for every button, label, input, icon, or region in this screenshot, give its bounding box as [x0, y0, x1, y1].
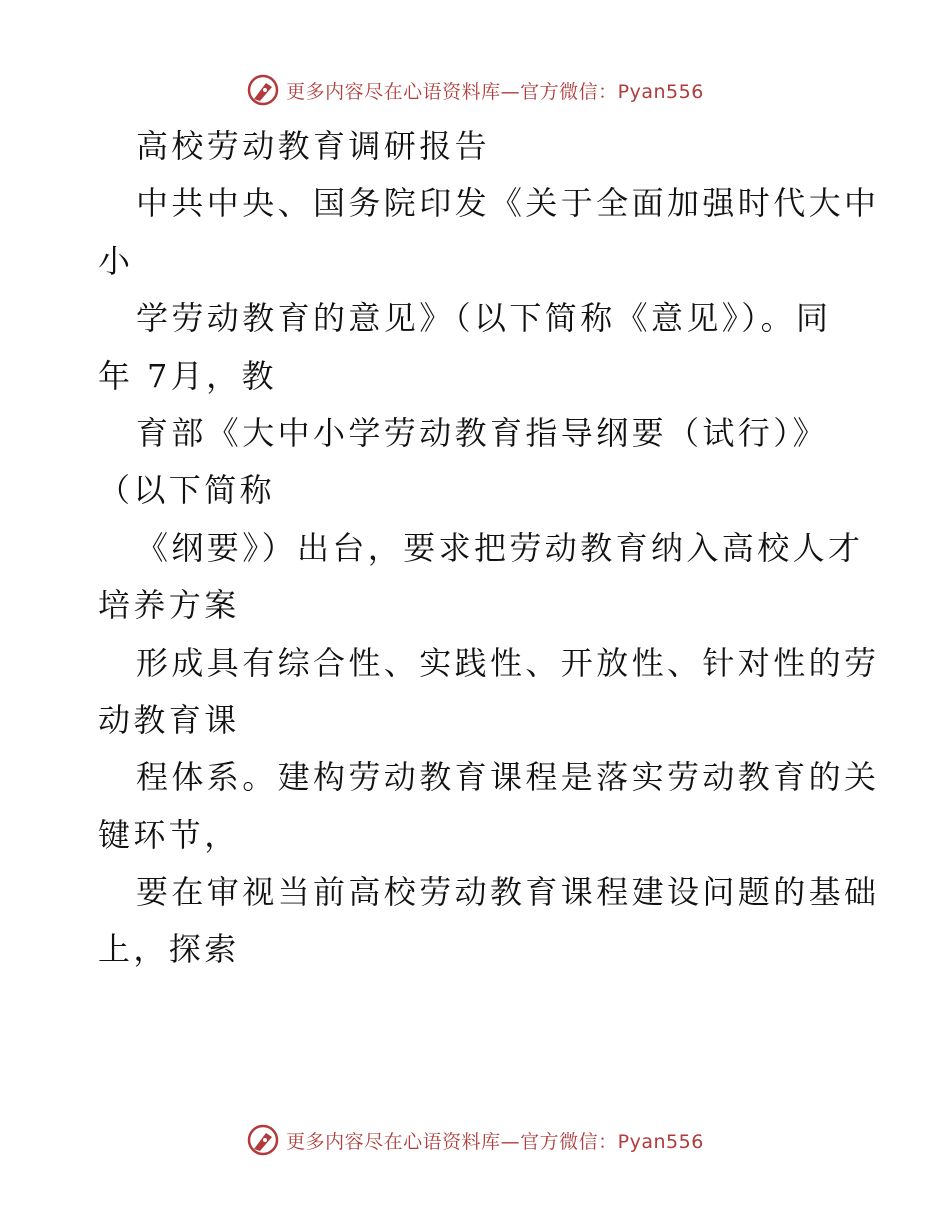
footer-banner-content: [246, 1123, 704, 1157]
document-line: 年 7月，教: [98, 356, 277, 395]
document-line: 形成具有综合性、实践性、开放性、针对性的劳: [136, 643, 880, 682]
document-body: [98, 118, 880, 979]
document-line: 上，探索: [98, 930, 240, 969]
document-line: 程体系。建构劳动教育课程是落实劳动教育的关: [136, 758, 880, 797]
document-line: 键环节，: [98, 815, 240, 854]
header-banner-content: [246, 73, 704, 107]
pen-nib-logo-icon: [246, 73, 280, 107]
document-line: 学劳动教育的意见》（以下简称《意见》）。同: [136, 299, 832, 338]
header-banner: [0, 70, 950, 110]
document-line: 小: [98, 241, 134, 280]
document-line: 要在审视当前高校劳动教育课程建设问题的基础: [136, 873, 880, 912]
document-line: 培养方案: [98, 586, 240, 625]
document-line: （以下简称: [98, 471, 276, 510]
footer-banner-text: 更多内容尽在心语资料库—官方微信：Pyan556: [286, 1130, 704, 1153]
document-title: 高校劳动教育调研报告: [136, 127, 491, 165]
footer-banner: [0, 1120, 950, 1160]
document-line: 《纲要》）出台，要求把劳动教育纳入高校人才: [136, 528, 864, 567]
header-banner-text: 更多内容尽在心语资料库—官方微信：Pyan556: [286, 80, 704, 103]
document-line: 育部《大中小学劳动教育指导纲要（试行）》: [136, 413, 829, 452]
document-line: 中共中央、国务院印发《关于全面加强时代大中: [136, 184, 880, 223]
document-line: 动教育课: [98, 700, 240, 739]
pen-nib-logo-icon: [246, 1123, 280, 1157]
